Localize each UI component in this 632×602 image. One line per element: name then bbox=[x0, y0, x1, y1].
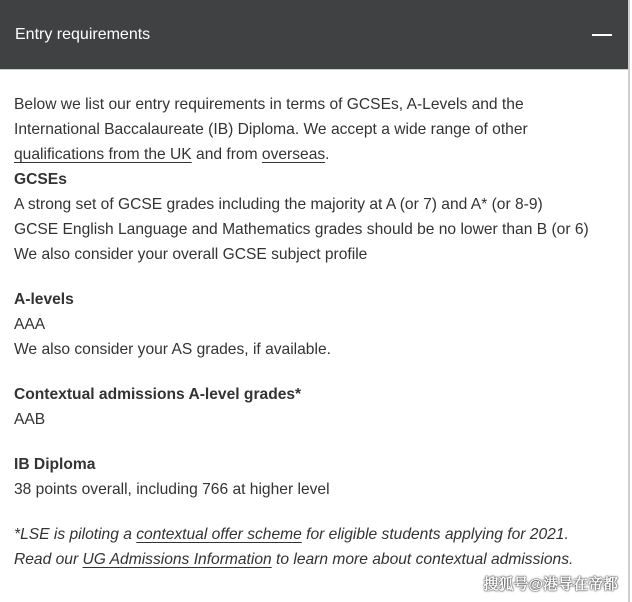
gcses-line: A strong set of GCSE grades including the majority at A (or 7) and A* (or 8-9) bbox=[14, 196, 543, 213]
footnote-line-1 bbox=[14, 522, 613, 547]
uk-qualifications-link[interactable]: qualifications from the UK bbox=[14, 146, 192, 163]
contextual-section bbox=[14, 382, 613, 432]
overseas-link[interactable]: overseas bbox=[261, 146, 326, 163]
contextual-heading: Contextual admissions A-level grades* bbox=[14, 386, 302, 403]
ib-line: 38 points overall, including 766 at higher level bbox=[14, 481, 330, 498]
footnote-text: for eligible students applying for 2021. bbox=[301, 526, 569, 543]
watermark: 搜狐号@港导在帝都 bbox=[483, 576, 618, 593]
alevels-line: We also consider your AS grades, if available. bbox=[14, 341, 331, 358]
footnote-text: *LSE is piloting a bbox=[14, 526, 137, 543]
gcses-line: GCSE English Language and Mathematics grades should be no lower than B (or 6) bbox=[14, 221, 589, 238]
alevels-heading: A-levels bbox=[14, 291, 74, 308]
contextual-offer-link[interactable]: contextual offer scheme bbox=[136, 526, 302, 543]
accordion-content bbox=[0, 70, 628, 572]
minus-icon[interactable] bbox=[592, 34, 612, 36]
intro-text-3: . bbox=[325, 146, 330, 163]
alevels-section bbox=[14, 287, 613, 362]
accordion-title: Entry requirements bbox=[15, 25, 151, 43]
intro-text: Below we list our entry requirements in terms of GCSEs, A-Levels and the International Baccalaureate (IB) Diploma. We accept a wide range of other bbox=[14, 96, 528, 138]
alevels-line: AAA bbox=[14, 316, 46, 333]
footnote bbox=[14, 522, 613, 572]
gcses-heading: GCSEs bbox=[14, 171, 67, 188]
accordion-header[interactable] bbox=[0, 0, 628, 70]
gcses-section bbox=[14, 167, 613, 267]
gcses-line: We also consider your overall GCSE subject profile bbox=[14, 246, 368, 263]
footnote-text: Read our bbox=[14, 551, 83, 568]
footnote-line-2 bbox=[14, 547, 613, 572]
footnote-text: to learn more about contextual admissions. bbox=[271, 551, 574, 568]
ib-heading: IB Diploma bbox=[14, 456, 96, 473]
intro-text-2: and from bbox=[191, 146, 262, 163]
intro-paragraph bbox=[14, 92, 613, 167]
ib-section bbox=[14, 452, 613, 502]
contextual-line: AAB bbox=[14, 411, 46, 428]
ug-admissions-link[interactable]: UG Admissions Information bbox=[82, 551, 272, 568]
